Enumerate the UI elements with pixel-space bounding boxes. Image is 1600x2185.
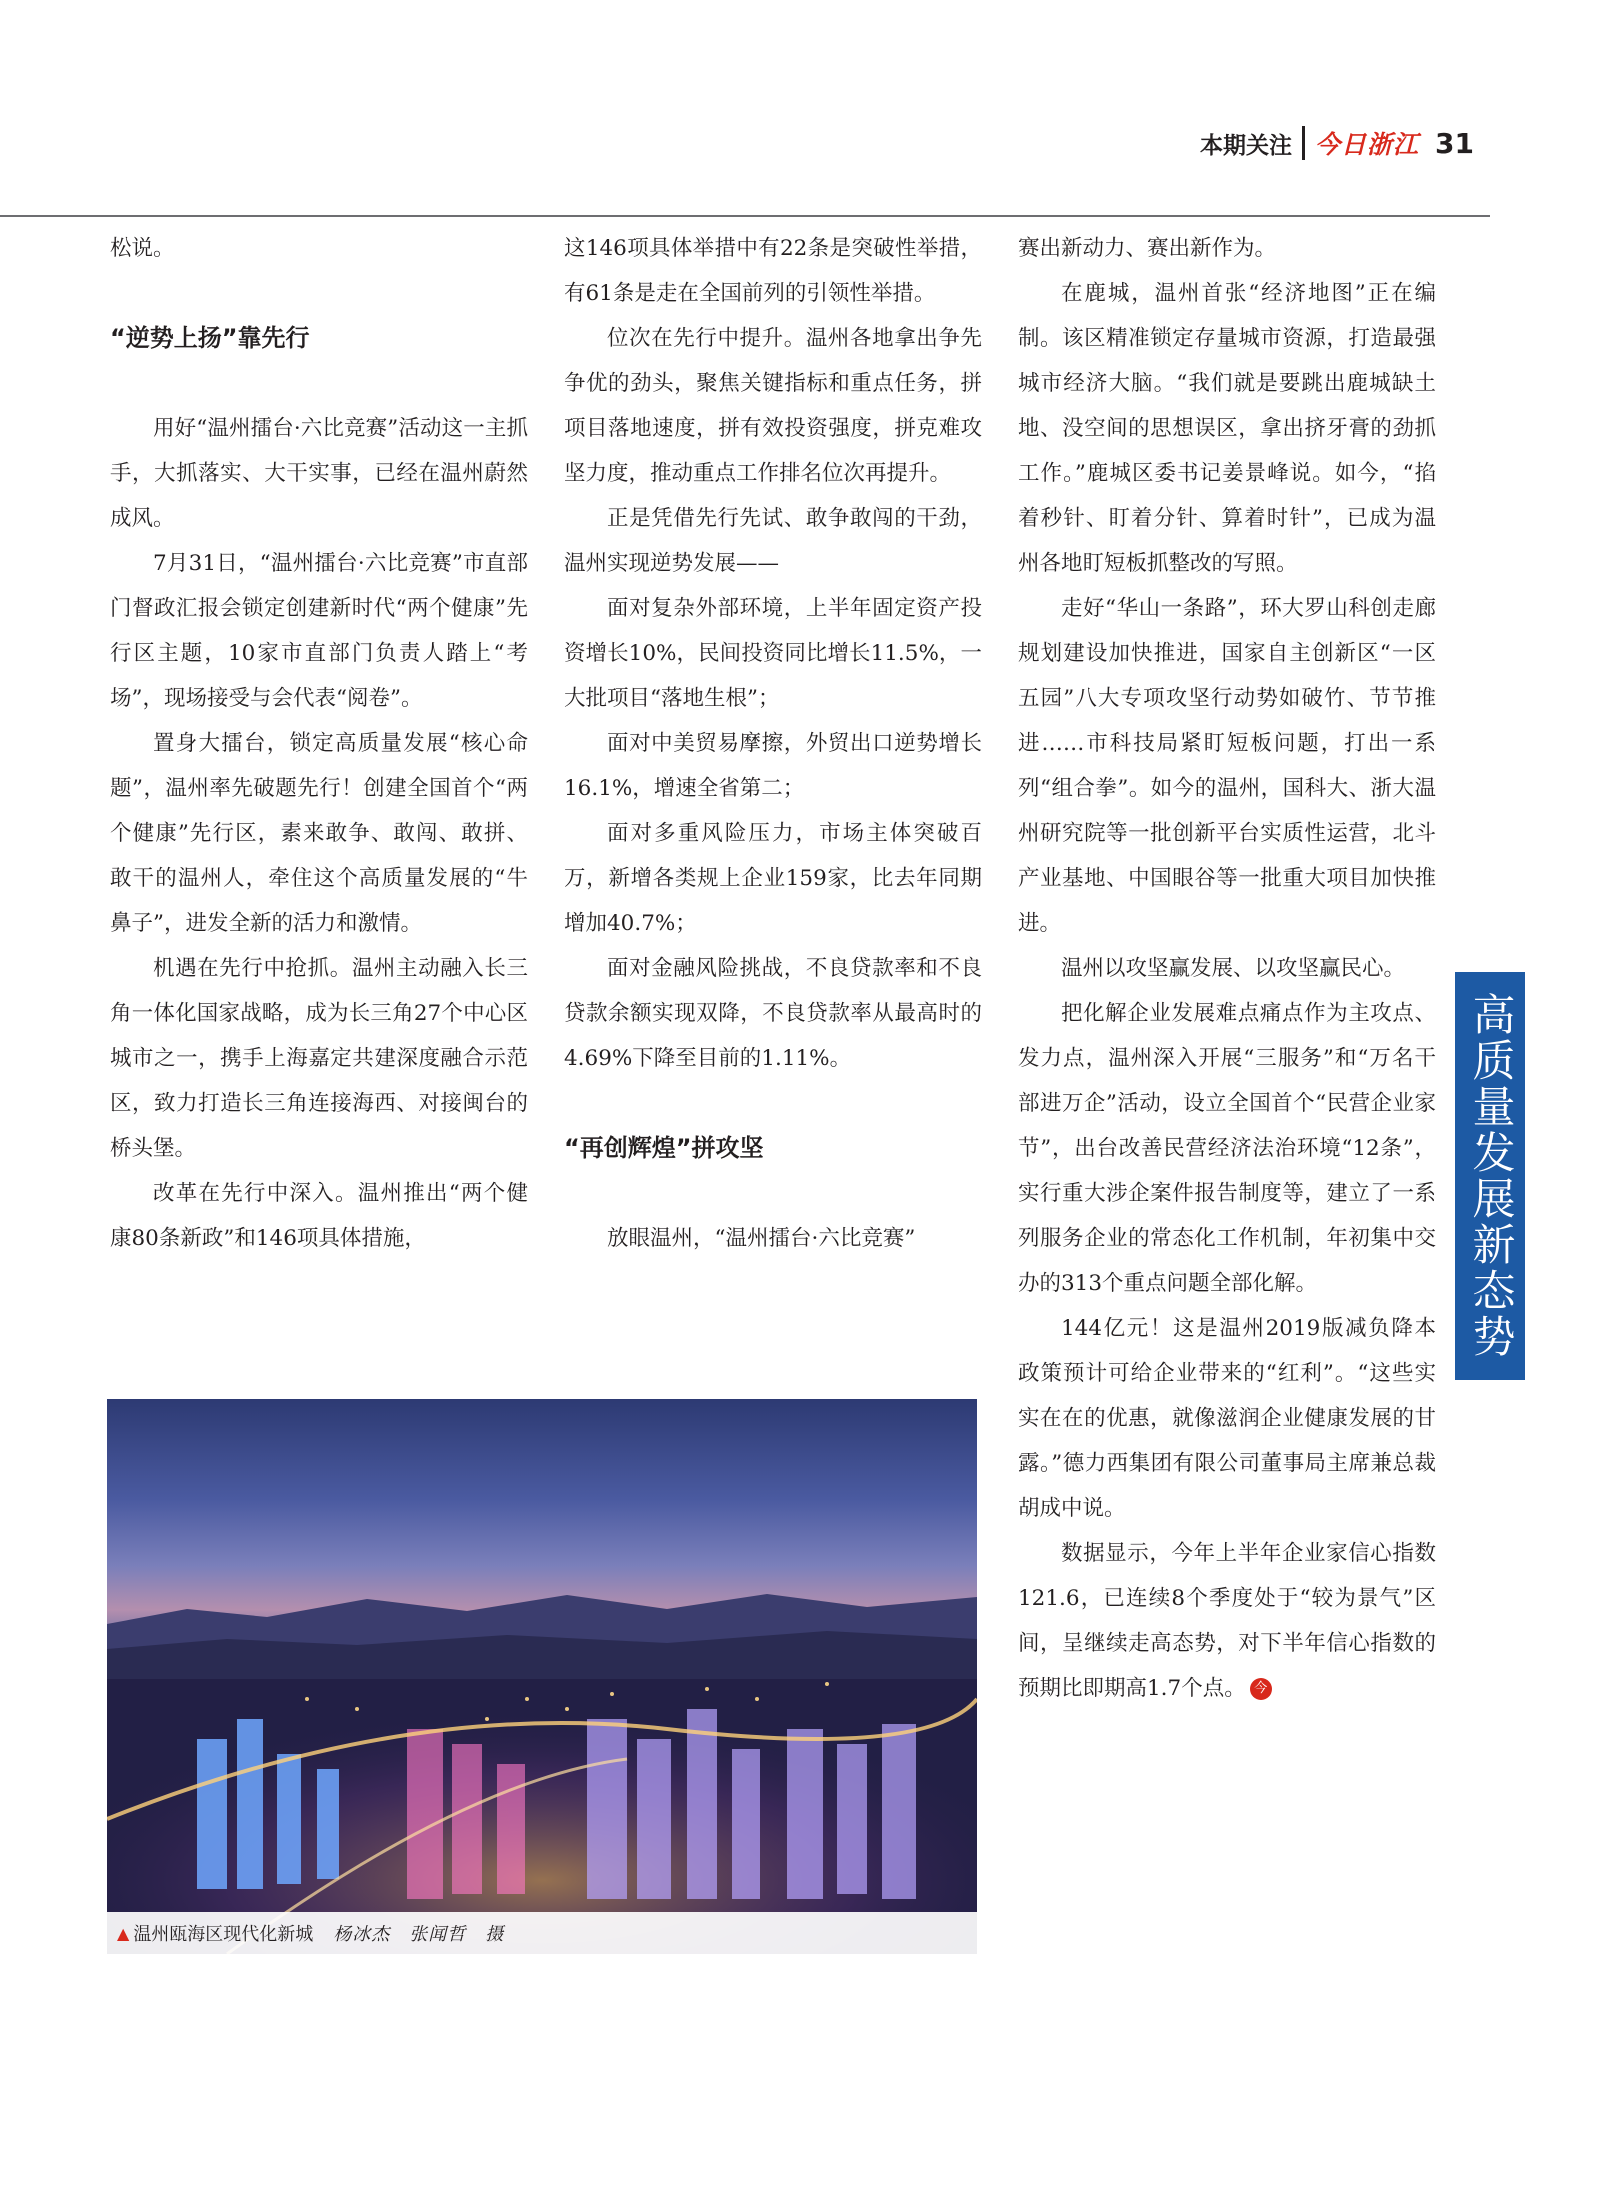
photo-credit: 杨冰杰 张闻哲 摄: [333, 1924, 505, 1945]
city-night-photo: [107, 1399, 977, 1954]
paragraph: 正是凭借先行先试、敢争敢闯的干劲，温州实现逆势发展——: [564, 506, 982, 576]
side-tab-label: 高质量发展新态势: [1465, 992, 1516, 1360]
header-rule: [0, 215, 1490, 217]
paragraph: 位次在先行中提升。温州各地拿出争先争优的劲头，聚焦关键指标和重点任务，拼项目落地速度，拼有效投资强度，拼克难攻坚力度，推动重点工作排名位次再提升。: [564, 326, 982, 486]
header-divider: [1302, 126, 1305, 160]
paragraph: 面对多重风险压力，市场主体突破百万，新增各类规上企业159家，比去年同期增加40.7%；: [564, 821, 982, 936]
section-label: 本期关注: [1200, 132, 1293, 159]
column-2: [564, 226, 982, 1261]
paragraph: 144亿元！这是温州2019版减负降本政策预计可给企业带来的“红利”。“这些实实在在的优惠，就像滋润企业健康发展的甘露。”德力西集团有限公司董事局主席兼总裁胡成中说。: [1018, 1316, 1436, 1521]
magazine-logo: 今日浙江: [1315, 130, 1420, 159]
paragraph: 在鹿城，温州首张“经济地图”正在编制。该区精准锁定存量城市资源，打造最强城市经济大脑。“我们就是要跳出鹿城缺土地、没空间的思想误区，拿出挤牙膏的劲抓工作。”鹿城区委书记姜景峰说。如今，“掐着秒针、盯着分针、算着时针”，已成为温州各地盯短板抓整改的写照。: [1018, 281, 1436, 576]
paragraph: 机遇在先行中抢抓。温州主动融入长三角一体化国家战略，成为长三角27个中心区城市之一，携手上海嘉定共建深度融合示范区，致力打造长三角连接海西、对接闽台的桥头堡。: [110, 956, 528, 1161]
paragraph: 用好“温州擂台·六比竞赛”活动这一主抓手，大抓落实、大干实事，已经在温州蔚然成风。: [110, 416, 528, 531]
paragraph: 改革在先行中深入。温州推出“两个健康80条新政”和146项具体措施，: [110, 1181, 528, 1251]
paragraph: 7月31日，“温州擂台·六比竞赛”市直部门督政汇报会锁定创建新时代“两个健康”先行区主题，10家市直部门负责人踏上“考场”，现场接受与会代表“阅卷”。: [110, 551, 528, 711]
paragraph: 面对金融风险挑战，不良贷款率和不良贷款余额实现双降，不良贷款率从最高时的4.69%下降至目前的1.11%。: [564, 956, 982, 1071]
column-3: [1018, 226, 1436, 1711]
caption-text: 温州瓯海区现代化新城: [133, 1924, 314, 1945]
section-side-tab: [1455, 972, 1525, 1380]
paragraph-text: 数据显示，今年上半年企业家信心指数121.6，已连续8个季度处于“较为景气”区间，呈继续走高态势，对下半年信心指数的预期比即期高1.7个点。: [1018, 1541, 1436, 1701]
section-heading: “再创辉煌”拼攻坚: [564, 1134, 764, 1162]
paragraph: 松说。: [110, 236, 175, 261]
city-skyline-image: [107, 1399, 977, 1954]
page-number: 31: [1435, 126, 1474, 160]
paragraph: 赛出新动力、赛出新作为。: [1018, 236, 1277, 261]
caption-triangle-icon: ▲: [117, 1923, 130, 1943]
page-header: [1200, 118, 1474, 168]
paragraph: 温州以攻坚赢发展、以攻坚赢民心。: [1061, 956, 1406, 981]
paragraph: 面对中美贸易摩擦，外贸出口逆势增长16.1%，增速全省第二；: [564, 731, 982, 801]
paragraph: 置身大擂台，锁定高质量发展“核心命题”，温州率先破题先行！创建全国首个“两个健康”先行区，素来敢争、敢闯、敢拼、敢干的温州人，牵住这个高质量发展的“牛鼻子”，进发全新的活力和激情。: [110, 731, 528, 936]
section-heading: “逆势上扬”靠先行: [110, 324, 310, 352]
paragraph: 走好“华山一条路”，环大罗山科创走廊规划建设加快推进，国家自主创新区“一区五园”八大专项攻坚行动势如破竹、节节推进……市科技局紧盯短板问题，打出一系列“组合拳”。如今的温州，国科大、浙大温州研究院等一批创新平台实质性运营，北斗产业基地、中国眼谷等一批重大项目加快推进。: [1018, 596, 1436, 936]
column-1: [110, 226, 528, 1261]
paragraph: [1018, 1531, 1436, 1711]
paragraph: 把化解企业发展难点痛点作为主攻点、发力点，温州深入开展“三服务”和“万名干部进万企”活动，设立全国首个“民营企业家节”，出台改善民营经济法治环境“12条”，实行重大涉企案件报告制度等，建立了一系列服务企业的常态化工作机制，年初集中交办的313个重点问题全部化解。: [1018, 1001, 1436, 1296]
paragraph: 面对复杂外部环境，上半年固定资产投资增长10%，民间投资同比增长11.5%，一大批项目“落地生根”；: [564, 596, 982, 711]
photo-caption: [107, 1912, 977, 1954]
paragraph: 这146项具体举措中有22条是突破性举措，有61条是走在全国前列的引领性举措。: [564, 236, 982, 306]
end-mark-icon: 今: [1250, 1678, 1272, 1700]
paragraph: 放眼温州，“温州擂台·六比竞赛”: [607, 1226, 916, 1251]
